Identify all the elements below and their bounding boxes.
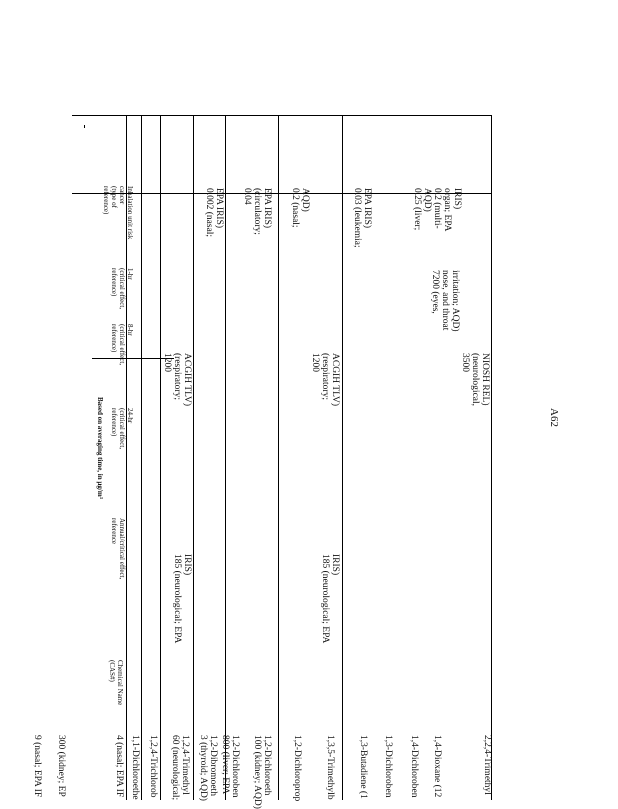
row-rule-1 xyxy=(342,115,343,800)
header-chem: Chemical Name (CAS#) xyxy=(108,660,124,706)
corner-tick xyxy=(84,125,85,128)
header-annual: Annual/critical effect, reference xyxy=(110,518,126,580)
cell-chem: 1,2,4-Trichlorob xyxy=(148,735,158,798)
cell-annual: IRIS) 185 (neurological; EPA xyxy=(172,554,192,644)
cell-cancer: EPA IRIS) (circulatory; 0.04 xyxy=(242,188,272,235)
cell-chem: 1,3,5-Trimethylb xyxy=(325,735,335,800)
header-1hr: 1-hr (critical effect, reference) xyxy=(110,268,134,310)
cell-annual: IRIS) 185 (neurological; EPA xyxy=(320,554,340,644)
header-cancer: Inhalation unit risk cancer (type of reference) xyxy=(102,186,134,240)
cell-chem: 1,2,4-Trimethyl 60 (neurological; xyxy=(170,735,190,801)
cell-chem: 1,2-Dibromoeth 3 (thyroid; AQD) xyxy=(198,735,218,801)
cell-1hr: irritation; AQD) nose, and throat 7200 (eyes, xyxy=(430,270,460,332)
row-rule-4 xyxy=(193,115,194,800)
header-24hr: 24-hr (critical effect, reference) xyxy=(110,408,134,450)
table-right-border xyxy=(491,115,492,800)
row-rule-2 xyxy=(278,115,279,800)
row-rule-5 xyxy=(160,115,161,800)
cell-chem: 1,4-Dichloroben xyxy=(409,735,419,798)
cell-chem: 2,2,4-Trimethyl xyxy=(482,735,492,795)
cell-8hr: ACGIH TLV) (respiratory; 1200 xyxy=(310,353,340,407)
cell-cancer: AQD) 0.2 (nasal; xyxy=(290,188,310,228)
cell-chem: 1,4-Dioxane (12 xyxy=(432,735,442,798)
cell-chem: 1,2-Dichloroben 800 (liver; EPA xyxy=(220,735,240,798)
header-exposure: Based on averaging time, in µg/m³ xyxy=(96,397,104,499)
overflow-line: 300 (kidney; EP xyxy=(56,735,66,797)
cell-chem: 1,3-Butadiene (1 xyxy=(358,735,368,799)
cell-cancer: EPA IRIS) 0.002 (nasal; xyxy=(204,188,224,238)
cell-chem: 1,3-Dichloroben xyxy=(383,735,393,798)
cell-8hr: ACGIH TLV) (respiratory; 1200 xyxy=(162,353,192,407)
cell-chem: 1,2-Dichloroprop xyxy=(292,735,302,802)
cell-chem: 1,1-Dichloroethe xyxy=(130,735,140,800)
overflow-line: 9 (nasal; EPA IF xyxy=(32,735,42,798)
row-rule-6 xyxy=(141,115,142,800)
cell-chem: 1,2-Dichloroeth 100 (kidney; AQD) xyxy=(252,735,272,809)
overflow-line: 4 (nasal; EPA IF xyxy=(114,735,124,798)
row-rule-3 xyxy=(225,115,226,800)
page-number: A62 xyxy=(548,408,560,427)
cell-8hr: NIOSH REL) (neurological, 3500 xyxy=(460,353,490,407)
cell-cancer: IRIS) organ; EPA 0.2 (multi- AQD) 0.25 (liver; xyxy=(412,188,462,232)
header-8hr: 8-hr (critical effect, reference) xyxy=(110,324,134,366)
table-top-rule xyxy=(72,115,492,116)
cell-cancer: EPA IRIS) 0.03 (leukemia; xyxy=(352,188,372,248)
